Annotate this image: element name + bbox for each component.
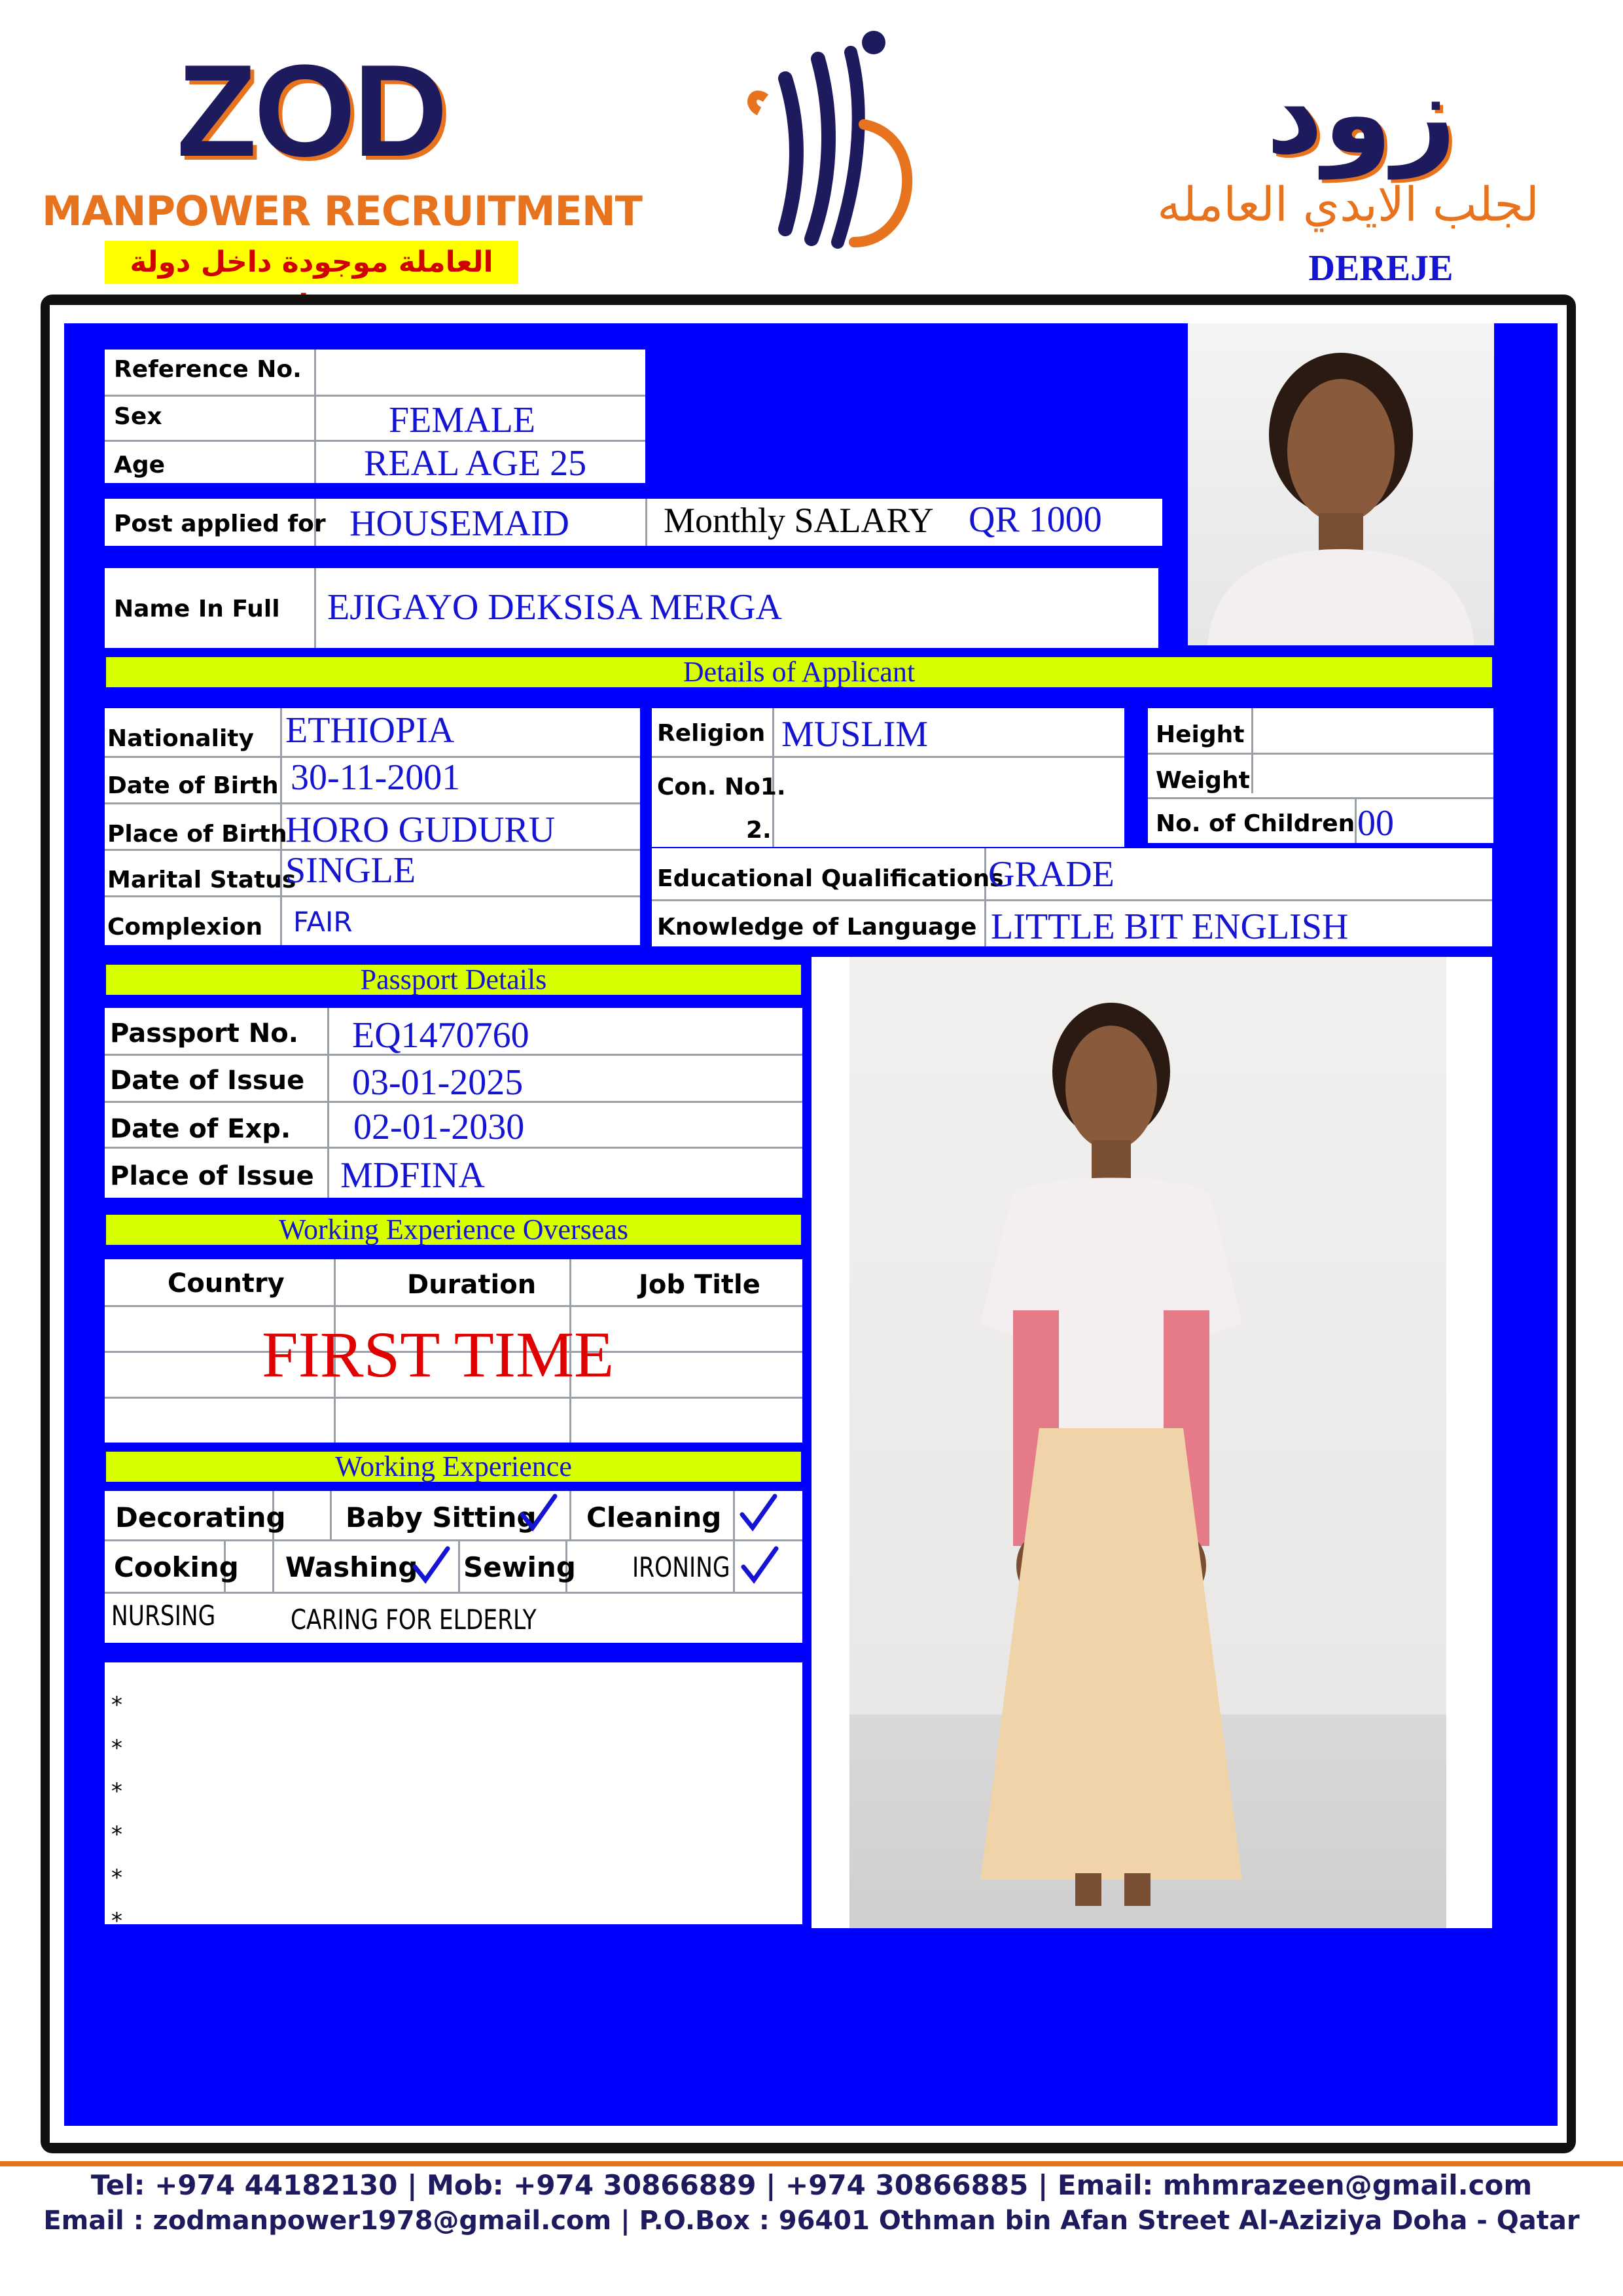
passport-no-value: EQ1470760 — [352, 1015, 529, 1056]
complexion-label: Complexion — [107, 914, 263, 941]
place-of-issue-label: Place of Issue — [110, 1161, 314, 1191]
salary-label: Monthly SALARY — [664, 501, 934, 540]
applicant-portrait-photo — [1188, 323, 1494, 645]
sex-value: FEMALE — [389, 400, 535, 440]
applicant-full-body-photo — [849, 957, 1446, 1928]
sex-label: Sex — [114, 403, 162, 430]
footer-contact-line: Tel: +974 44182130 | Mob: +974 30866889 | +974 30866885 | Email: mhmrazeen@gmail.com — [90, 2169, 1533, 2201]
nationality-label: Nationality — [107, 725, 254, 752]
dob-value: 30-11-2001 — [291, 757, 461, 798]
passport-no-label: Passport No. — [110, 1018, 298, 1049]
cleaning-label: Cleaning — [586, 1501, 722, 1534]
marital-label: Marital Status — [107, 867, 296, 893]
washing-label: Washing — [285, 1551, 418, 1583]
pob-label: Place of Birth — [107, 821, 287, 848]
note-bullet: * — [111, 1821, 122, 1848]
language-label: Knowledge of Language — [657, 914, 977, 941]
ironing-label: IRONING — [632, 1551, 730, 1583]
overseas-title-bar: Working Experience Overseas — [106, 1215, 801, 1245]
religion-label: Religion — [657, 720, 766, 747]
passport-title-bar: Passport Details — [106, 965, 801, 995]
con2-label: 2. — [746, 817, 772, 844]
note-bullet: * — [111, 1692, 122, 1718]
dob-label: Date of Birth — [107, 772, 279, 799]
salary-value: QR 1000 — [969, 499, 1102, 540]
brand-name: ZOD — [177, 38, 446, 184]
col-country: Country — [168, 1268, 285, 1299]
washing-check-icon — [411, 1546, 450, 1585]
note-bullet: * — [111, 1735, 122, 1761]
agent-name: DEREJE — [1308, 248, 1454, 289]
age-label: Age — [114, 452, 166, 478]
details-title-bar: Details of Applicant — [106, 657, 1492, 687]
logo-emblem — [740, 13, 929, 262]
ironing-check-icon — [740, 1546, 779, 1585]
language-value: LITTLE BIT ENGLISH — [991, 906, 1349, 947]
col-job-title: Job Title — [639, 1270, 760, 1300]
pob-value: HORO GUDURU — [285, 810, 556, 850]
issue-date-value: 03-01-2025 — [352, 1062, 524, 1103]
baby-sitting-label: Baby Sitting — [346, 1501, 537, 1534]
nationality-value: ETHIOPIA — [285, 710, 455, 751]
note-bullet: * — [111, 1778, 122, 1804]
complexion-value: FAIR — [293, 906, 353, 938]
name-value: EJIGAYO DEKSISA MERGA — [327, 587, 782, 628]
notes-bullet-list — [111, 1683, 122, 1943]
footer-address-line: Email : zodmanpower1978@gmail.com | P.O.Box : 96401 Othman bin Afan Street Al-Aziziya Doha - Qatar — [43, 2206, 1580, 2236]
height-label: Height — [1156, 721, 1245, 748]
experience-title-bar: Working Experience — [106, 1452, 801, 1482]
marital-value: SINGLE — [285, 850, 416, 891]
arabic-note: العاملة موجودة داخل دولة — [105, 241, 518, 284]
education-label: Educational Qualifications — [657, 865, 1004, 892]
caring-elderly-label: CARING FOR ELDERLY — [291, 1604, 537, 1636]
arabic-tagline: لجلب الايدي العامله — [1157, 177, 1539, 232]
note-bullet: * — [111, 1908, 122, 1934]
col-duration: Duration — [407, 1270, 537, 1300]
note-bullet: * — [111, 1865, 122, 1891]
cleaning-check-icon — [738, 1494, 777, 1533]
place-of-issue-value: MDFINA — [340, 1155, 485, 1196]
age-value: REAL AGE 25 — [364, 443, 587, 484]
footer-divider — [0, 2161, 1623, 2166]
post-value: HOUSEMAID — [349, 503, 569, 544]
exp-date-label: Date of Exp. — [110, 1114, 291, 1144]
children-value: 00 — [1357, 803, 1394, 844]
arabic-brand: زود — [1266, 50, 1457, 179]
first-time-note: FIRST TIME — [262, 1318, 615, 1391]
children-label: No. of Children — [1156, 810, 1355, 837]
baby-sitting-check-icon — [518, 1494, 558, 1533]
sewing-label: Sewing — [463, 1551, 576, 1583]
reference-label: Reference No. — [114, 356, 302, 383]
education-value: GRADE — [988, 854, 1115, 895]
nursing-label: NURSING — [111, 1600, 216, 1632]
brand-subtitle: MANPOWER RECRUITMENT — [42, 187, 643, 235]
decorating-label: Decorating — [115, 1501, 286, 1534]
weight-label: Weight — [1156, 767, 1250, 794]
cooking-label: Cooking — [114, 1551, 239, 1583]
post-label: Post applied for — [114, 511, 326, 537]
notes-box — [105, 1662, 802, 1924]
issue-date-label: Date of Issue — [110, 1066, 305, 1096]
name-label: Name In Full — [114, 596, 280, 622]
con1-label: Con. No1. — [657, 774, 786, 800]
religion-value: MUSLIM — [781, 714, 929, 755]
exp-date-value: 02-01-2030 — [353, 1107, 525, 1147]
